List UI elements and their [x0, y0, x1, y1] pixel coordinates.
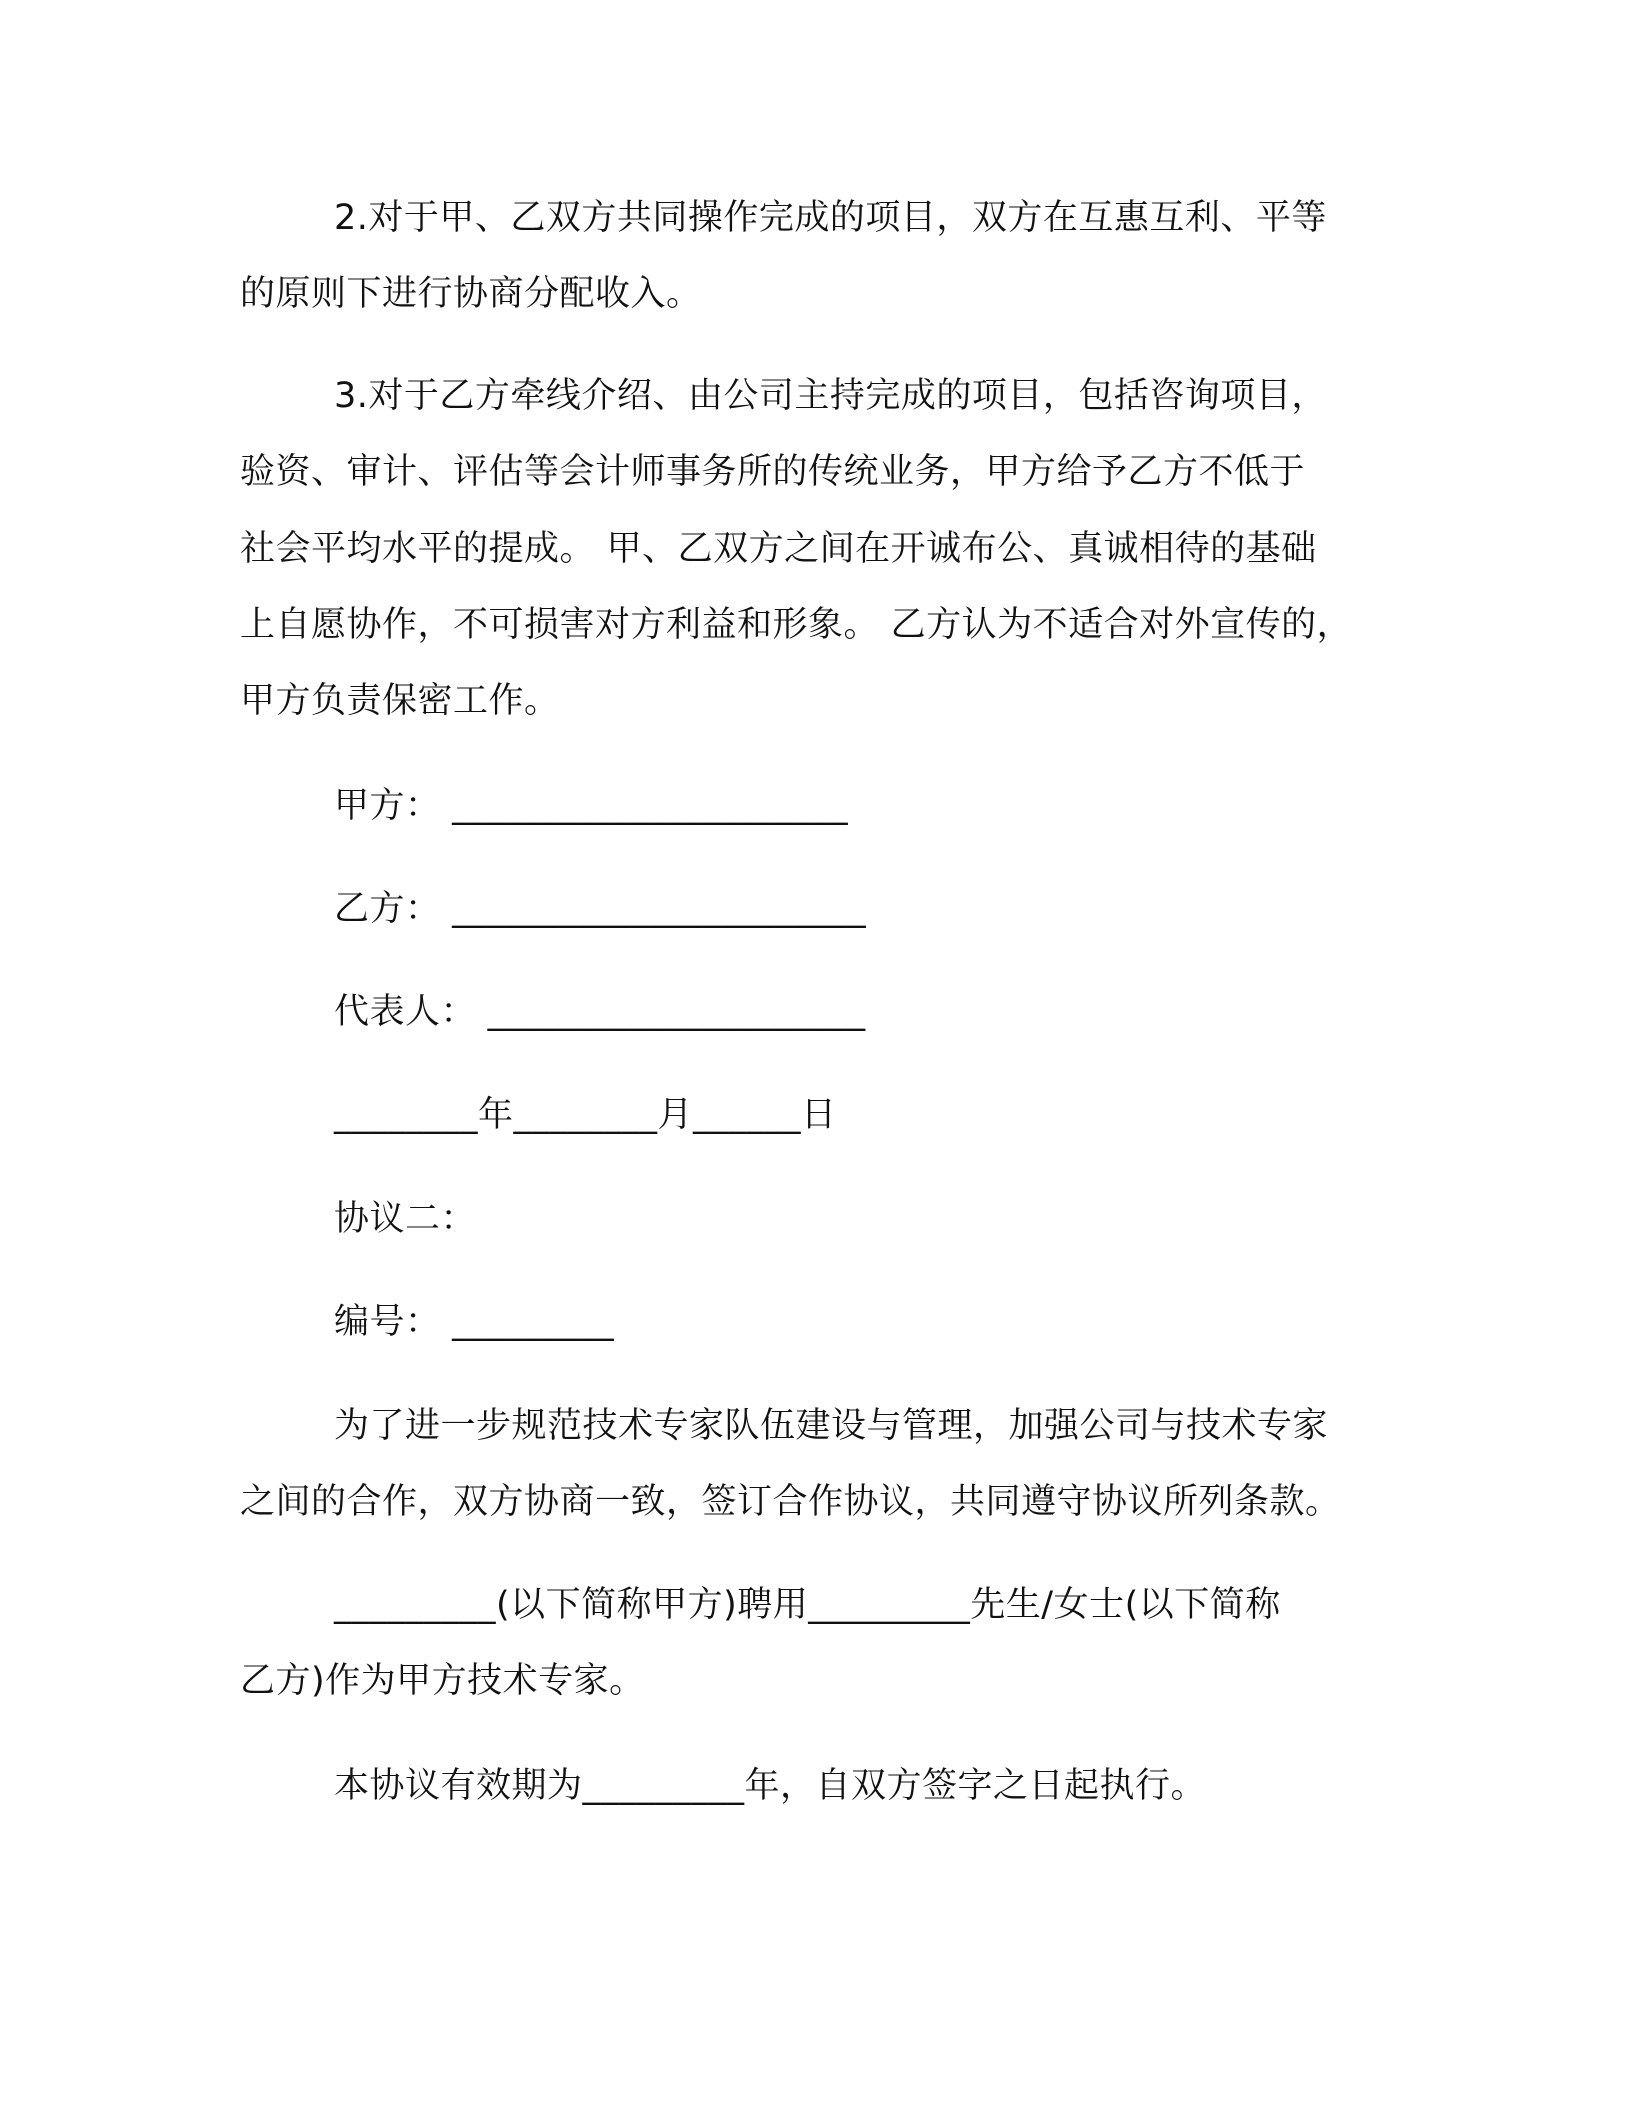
agreement-2-validity: 本协议有效期为_________年，自双方签字之日起执行。	[334, 1766, 1207, 1806]
clause-3-line-4: 上自愿协作，不可损害对方利益和形象。 乙方认为不适合对外宣传的，	[240, 605, 1353, 645]
agreement-2-heading: 协议二：	[334, 1199, 477, 1239]
clause-2-line-1: 2.对于甲、乙双方共同操作完成的项目，双方在互惠互利、平等	[334, 198, 1327, 238]
clause-3-line-2: 验资、审计、评估等会计师事务所的传统业务，甲方给予乙方不低于	[240, 452, 1306, 492]
signature-party-b: 乙方： _______________________	[334, 889, 867, 929]
agreement-2-hire-line-2: 乙方)作为甲方技术专家。	[240, 1661, 645, 1701]
clause-3-line-1: 3.对于乙方牵线介绍、由公司主持完成的项目，包括咨询项目，	[334, 376, 1327, 416]
signature-date: ________年________月______日	[334, 1095, 837, 1135]
signature-representative: 代表人： _____________________	[334, 992, 866, 1032]
agreement-2-intro-line-2: 之间的合作，双方协商一致，签订合作协议，共同遵守协议所列条款。	[240, 1482, 1341, 1522]
clause-2-line-2: 的原则下进行协商分配收入。	[240, 274, 702, 314]
agreement-2-number: 编号： _________	[334, 1302, 615, 1342]
clause-3-line-5: 甲方负责保密工作。	[240, 681, 560, 721]
agreement-2-intro-line-1: 为了进一步规范技术专家队伍建设与管理，加强公司与技术专家	[334, 1406, 1329, 1446]
clause-3-line-3: 社会平均水平的提成。 甲、乙双方之间在开诚布公、真诚相待的基础	[240, 529, 1317, 569]
signature-party-a: 甲方： ______________________	[334, 786, 849, 826]
agreement-2-hire-line-1: _________(以下简称甲方)聘用_________先生/女士(以下简称	[334, 1585, 1281, 1625]
